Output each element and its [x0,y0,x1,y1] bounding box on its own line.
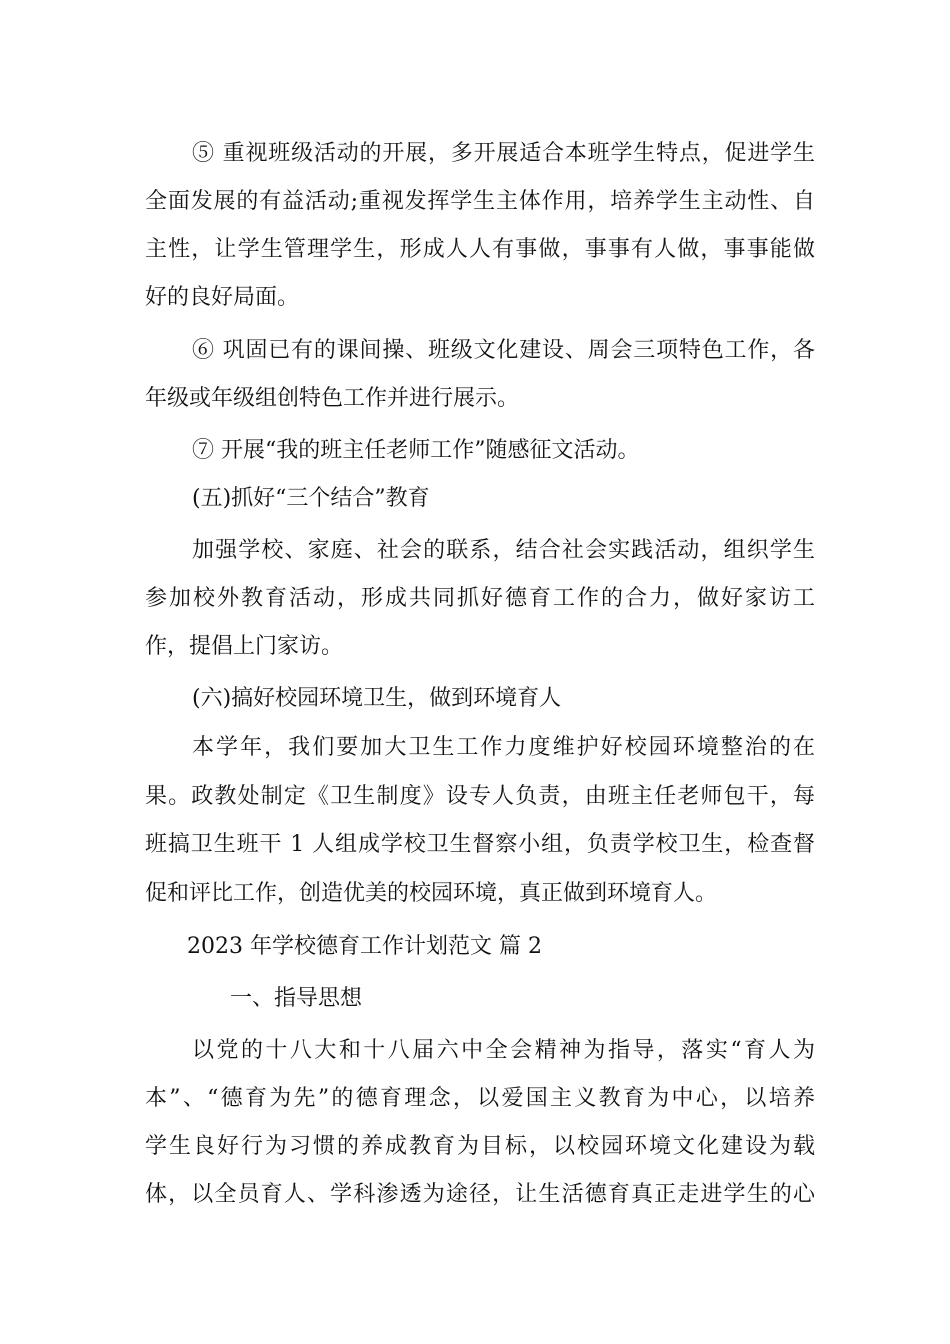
section-heading: (六)搞好校园环境卫生，做到环境育人 [192,686,562,711]
text-line: 好的良好局面。 [145,285,300,310]
text-line: 本”、“德育为先”的德育理念，以爱国主义教育为中心，以培养 [145,1086,815,1111]
text-line: 促和评比工作，创造优美的校园环境，真正做到环境育人。 [145,881,718,906]
text-line: 学生良好行为习惯的养成教育为目标，以校园环境文化建设为载 [145,1134,815,1159]
section-heading: 一、指导思想 [230,986,363,1011]
text-line: ⑥ 巩固已有的课间操、班级文化建设、周会三项特色工作，各 [192,338,815,363]
text-line: 年级或年级组创特色工作并进行展示。 [145,386,520,411]
text-line: 参加校外教育活动，形成共同抓好德育工作的合力，做好家访工 [145,586,815,611]
text-line: 体，以全员育人、学科渗透为途径，让生活德育真正走进学生的心 [145,1182,815,1207]
text-line: 全面发展的有益活动;重视发挥学生主体作用，培养学生主动性、自 [145,189,815,214]
text-line: 果。政教处制定《卫生制度》设专人负责，由班主任老师包干，每 [145,784,815,809]
text-line: 班搞卫生班干 1 人组成学校卫生督察小组，负责学校卫生，检查督 [145,832,815,857]
article-title: 2023 年学校德育工作计划范文 篇 2 [187,934,542,959]
section-heading: (五)抓好“三个结合”教育 [192,486,430,511]
text-line: ⑤ 重视班级活动的开展，多开展适合本班学生特点，促进学生 [192,141,815,166]
text-line: 加强学校、家庭、社会的联系，结合社会实践活动，组织学生 [192,538,815,563]
text-line: 作，提倡上门家访。 [145,634,344,659]
text-line: 本学年，我们要加大卫生工作力度维护好校园环境整治的在 [192,735,815,760]
text-line: ⑦ 开展“我的班主任老师工作”随感征文活动。 [192,438,640,463]
text-line: 以党的十八大和十八届六中全会精神为指导，落实“育人为 [192,1038,815,1063]
text-line: 主性，让学生管理学生，形成人人有事做，事事有人做，事事能做 [145,237,815,262]
